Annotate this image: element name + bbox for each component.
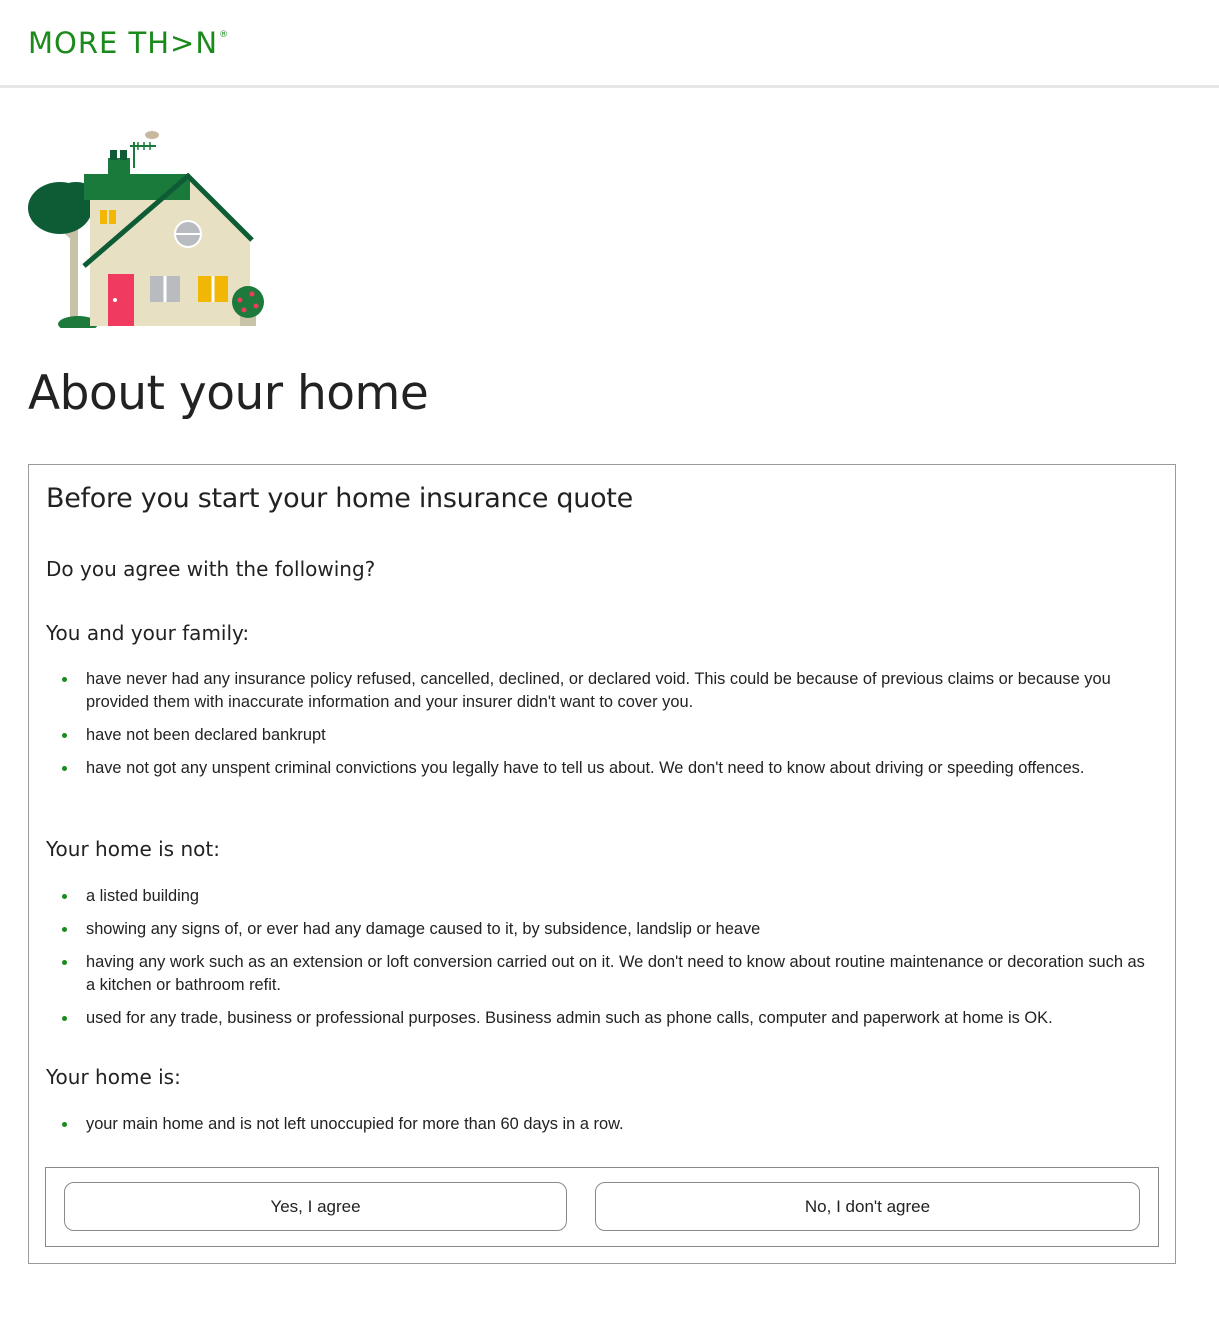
page-title: About your home bbox=[28, 366, 429, 421]
bullet-dot-icon bbox=[62, 960, 67, 965]
section-heading-home-is: Your home is: bbox=[46, 1065, 181, 1089]
agreement-question: Do you agree with the following? bbox=[46, 557, 376, 581]
more-than-logo[interactable] bbox=[28, 26, 229, 60]
yes-agree-button[interactable]: Yes, I agree bbox=[64, 1182, 567, 1231]
card-title: Before you start your home insurance quote bbox=[46, 483, 633, 514]
eligibility-card bbox=[28, 464, 1176, 1264]
list-item: have never had any insurance policy refused, cancelled, declined, or declared void. This could be because of previous claims or because you provided them with inaccurate information and your insurer didn't want to cover you. bbox=[62, 668, 1152, 714]
bullet-dot-icon bbox=[62, 677, 67, 682]
bullet-dot-icon bbox=[62, 1016, 67, 1021]
list-item: a listed building bbox=[62, 885, 1152, 908]
registered-mark: ® bbox=[219, 30, 230, 40]
list-item: have not been declared bankrupt bbox=[62, 724, 1152, 747]
list-item: used for any trade, business or professional purposes. Business admin such as phone calls, computer and paperwork at home is OK. bbox=[62, 1007, 1152, 1030]
logo-text: MORE TH>N bbox=[28, 26, 219, 60]
list-item: your main home and is not left unoccupied for more than 60 days in a row. bbox=[62, 1113, 1152, 1136]
section-heading-family: You and your family: bbox=[46, 621, 250, 645]
bullet-dot-icon bbox=[62, 1122, 67, 1127]
bullet-dot-icon bbox=[62, 766, 67, 771]
home-is-conditions-list bbox=[62, 1113, 1152, 1146]
bullet-dot-icon bbox=[62, 927, 67, 932]
bullet-dot-icon bbox=[62, 894, 67, 899]
site-header bbox=[0, 0, 1219, 88]
section-heading-home-not: Your home is not: bbox=[46, 837, 220, 861]
house-illustration-icon bbox=[26, 128, 272, 328]
list-item: having any work such as an extension or loft conversion carried out on it. We don't need to know about routine maintenance or decoration such as a kitchen or bathroom refit. bbox=[62, 951, 1152, 997]
agreement-button-group bbox=[45, 1167, 1159, 1247]
no-disagree-button[interactable]: No, I don't agree bbox=[595, 1182, 1140, 1231]
list-item: showing any signs of, or ever had any damage caused to it, by subsidence, landslip or heave bbox=[62, 918, 1152, 941]
family-conditions-list bbox=[62, 668, 1152, 790]
bullet-dot-icon bbox=[62, 733, 67, 738]
list-item: have not got any unspent criminal convictions you legally have to tell us about. We don't need to know about driving or speeding offences. bbox=[62, 757, 1152, 780]
home-not-conditions-list bbox=[62, 885, 1152, 1040]
